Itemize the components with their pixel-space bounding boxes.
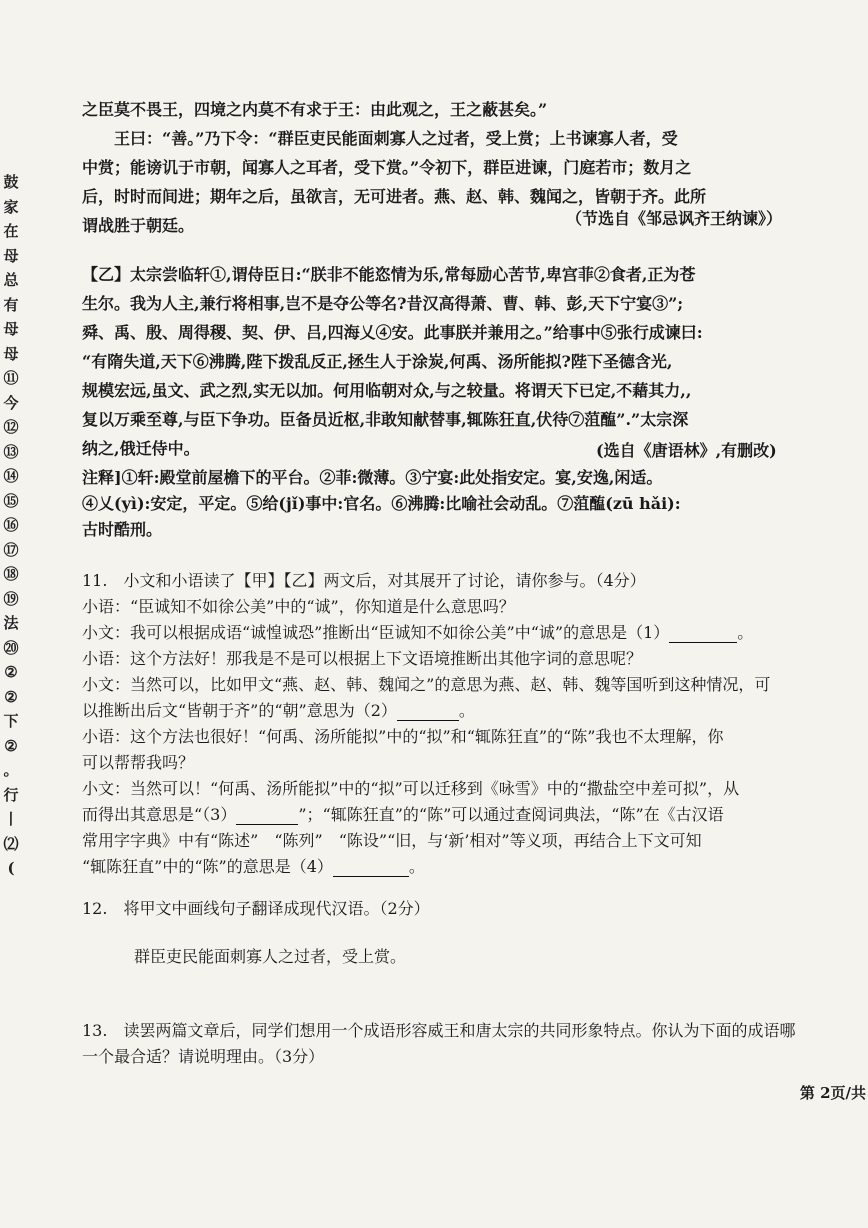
bleed-char: ⑰: [3, 540, 19, 559]
bleed-char: ②: [4, 736, 18, 755]
bleed-char: ②: [4, 687, 18, 706]
q11-text: 小文：我可以根据成语“诚惶诚恐”推断出“臣诚知不如徐公美”中“诚”的意思是（1）: [82, 623, 670, 642]
bleed-char: ⑲: [3, 589, 19, 608]
note-line: 注释]①轩:殿堂前屋檐下的平台。②菲:微薄。③宁宴:此处指安定。宴,安逸,闲适。: [82, 468, 663, 487]
q12-stem: 12. 将甲文中画线句子翻译成现代汉语。（2分）: [82, 899, 430, 918]
yi-line: 【乙】太宗尝临轩①,谓侍臣日:“朕非不能恣情为乐,常每励心苦节,卑宫菲②食者,正为苍: [82, 265, 696, 284]
yi-line: “有隋失道,天下⑥沸腾,陛下拨乱反正,拯生人于涂炭,何禹、汤所能拟?陛下圣德含光,: [82, 352, 673, 371]
bleed-char: 行: [3, 785, 19, 804]
q11-line: 小语：“臣诚知不如徐公美”中的“诚”，你知道是什么意思吗？: [82, 597, 515, 616]
left-margin-bleed-text: [2, 170, 20, 881]
bleed-char: ⑪: [3, 369, 19, 387]
page-number: 第 2页/共: [799, 1084, 866, 1102]
bleed-char: ⑫: [3, 418, 19, 436]
q11-stem: 11. 小文和小语读了【甲】【乙】两文后，对其展开了讨论，请你参与。（4分）: [82, 571, 646, 590]
yi-line: 生尔。我为人主,兼行将相事,岂不是夺公等名?昔汉高得萧、曹、韩、彭,天下宁宴③”;: [82, 294, 684, 313]
q11-text: 。: [737, 623, 754, 642]
q11-line: 小语：这个方法也很好！“何禹、汤所能拟”中的“拟”和“辄陈狂直”的“陈”我也不太理解，你: [82, 727, 724, 746]
q11-line: 小文：当然可以！“何禹、汤所能拟”中的“拟”可以迁移到《咏雪》中的“撒盐空中差可拟”，从: [82, 779, 740, 798]
bleed-char: 母: [3, 320, 19, 338]
yi-line: 纳之,俄迁侍中。: [82, 439, 200, 458]
bleed-char: 母: [3, 246, 19, 265]
bleed-char: ⑳: [3, 638, 19, 657]
bleed-char: (: [7, 859, 15, 877]
bleed-char: 家: [3, 197, 19, 216]
q11-line: 小语：这个方法好！那我是不是可以根据上下文语境推断出其他字词的意思呢？: [82, 649, 643, 668]
yi-source: (选自《唐语林》,有删改): [596, 441, 777, 460]
yi-line: 舜、禹、殷、周得稷、契、伊、吕,四海乂④安。此事朕并兼用之。”给事中⑤张行成谏曰:: [82, 323, 703, 342]
q11-text: ”；“辄陈狂直”的“陈”可以通过查阅词典法，“陈”在《古汉语: [298, 805, 724, 824]
bleed-char: ⑮: [3, 491, 19, 510]
jia-source: （节选自《邹忌讽齐王纳谏》）: [566, 209, 783, 228]
yi-line: 规模宏远,虽文、武之烈,实无以加。何用临朝对众,与之较量。将谓天下已定,不藉其力,,: [82, 381, 692, 400]
bleed-char: ⑵: [3, 834, 19, 853]
bleed-char: 在: [3, 222, 19, 240]
q11-line: 小文：当然可以，比如甲文“燕、赵、韩、魏闻之”的意思为燕、赵、韩、魏等国听到这种情况，可: [82, 675, 771, 694]
answer-blank-2[interactable]: [397, 701, 459, 721]
bleed-char: 有: [3, 295, 19, 314]
bleed-char: 今: [3, 393, 19, 412]
q13-line: 一个最合适？请说明理由。（3分）: [82, 1047, 325, 1066]
q11-line: [82, 620, 850, 643]
jia-line: 后，时时而间进；期年之后，虽欲言，无可进者。燕、赵、韩、魏闻之，皆朝于齐。此所: [82, 187, 707, 206]
bleed-char: 丨: [3, 810, 19, 828]
q12-sentence: 群臣吏民能面刺寡人之过者，受上赏。: [134, 947, 407, 966]
q11-line: [82, 802, 850, 825]
q13-line: 13. 读罢两篇文章后，同学们想用一个成语形容威王和唐太宗的共同形象特点。你认为下面的成语哪: [82, 1021, 796, 1040]
q11-text: 。: [458, 701, 475, 720]
q11-line: 可以帮帮我吗？: [82, 753, 195, 772]
answer-blank-4[interactable]: [333, 857, 409, 877]
bleed-char: ⑬: [3, 442, 19, 461]
bleed-char: 鼓: [3, 173, 19, 191]
bleed-char: 总: [3, 271, 19, 289]
jia-line: 中赏；能谤讥于市朝，闻寡人之耳者，受下赏。”令初下，群臣进谏，门庭若市；数月之: [82, 158, 692, 177]
jia-line: 谓战胜于朝廷。: [82, 216, 195, 235]
q11-text: 而得出其意思是“（3）: [82, 805, 237, 824]
note-line: ④乂(yì):安定，平定。⑤给(jǐ)事中:官名。⑥沸腾:比喻社会动乱。⑦菹醢(zū hǎi):: [82, 494, 681, 513]
q11-line: [82, 698, 850, 721]
answer-blank-1[interactable]: [669, 623, 737, 643]
bleed-char: ②: [4, 663, 18, 681]
bleed-char: ⑭: [3, 467, 19, 485]
bleed-char: ⑱: [3, 565, 19, 583]
note-line: 古时酷刑。: [82, 520, 163, 539]
jia-line: 之臣莫不畏王，四境之内莫不有求于王：由此观之，王之蔽甚矣。”: [82, 100, 548, 119]
bleed-char: 法: [3, 614, 19, 632]
bleed-char: ⑯: [3, 516, 19, 534]
answer-blank-3[interactable]: [236, 805, 298, 825]
bleed-char: 下: [3, 712, 19, 730]
jia-line: 王曰：“善。”乃下令：“群臣吏民能面刺寡人之过者，受上赏；上书谏寡人者，受: [82, 129, 678, 148]
q11-line: 常用字字典》中有“陈述” “陈列” “陈设”“旧，与‘新’相对”等义项，再结合上下文可知: [82, 831, 702, 850]
q11-line: [82, 854, 850, 877]
q11-text: 以推断出后文“皆朝于齐”的“朝”意思为（2）: [82, 701, 397, 720]
bleed-char: 。: [3, 761, 19, 779]
bleed-char: 母: [3, 344, 19, 363]
q11-text: “辄陈狂直”中的“陈”的意思是（4）: [82, 857, 333, 876]
yi-line: 复以万乘至尊,与臣下争功。臣备员近枢,非敢知献替事,辄陈狂直,伏待⑦菹醢”.”太宗深: [82, 410, 689, 429]
q11-text: 。: [408, 857, 425, 876]
